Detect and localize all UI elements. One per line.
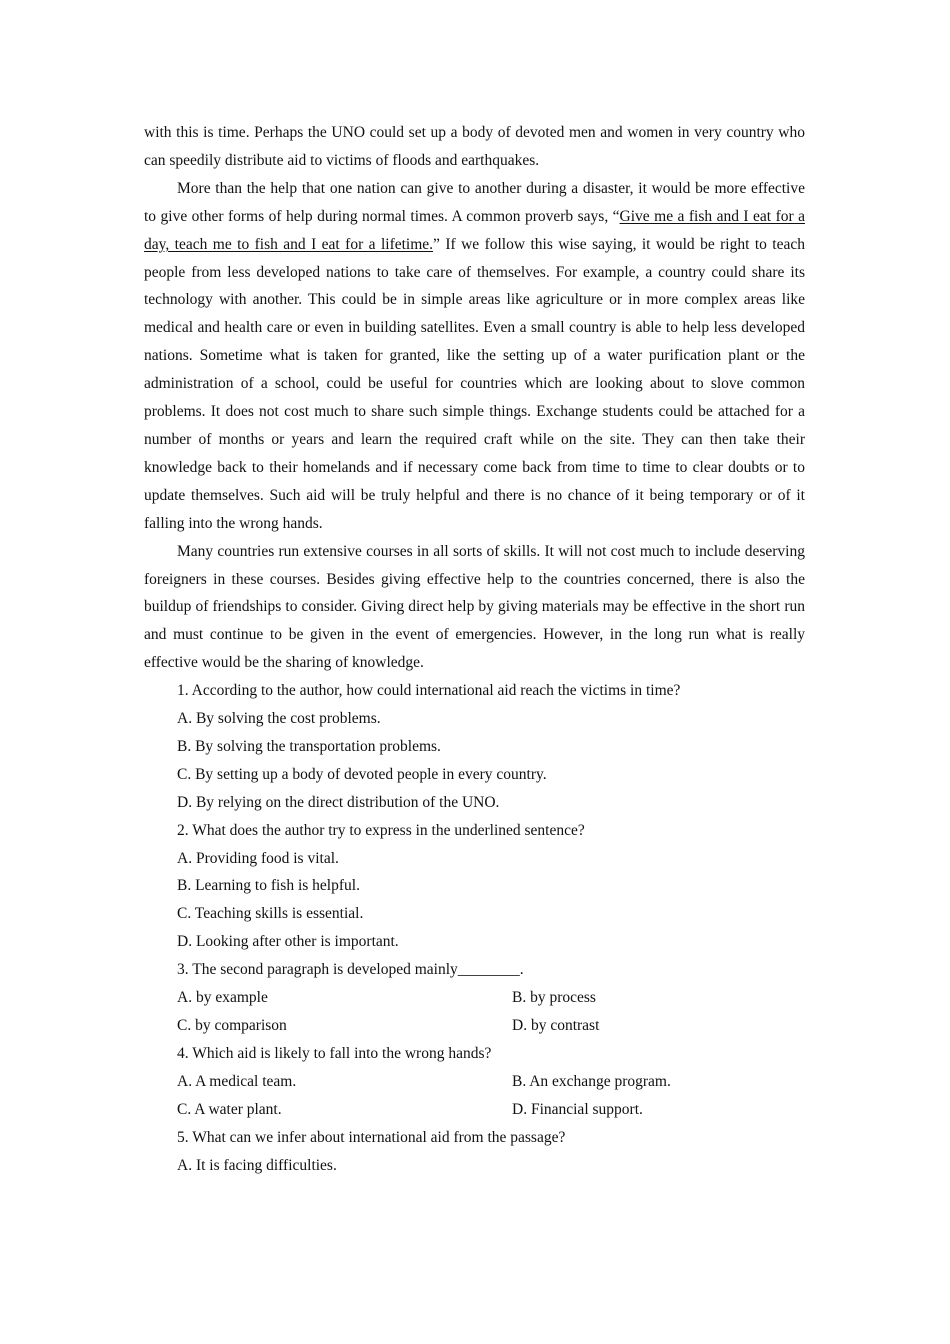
question-2 (144, 817, 805, 957)
option-b: B. By solving the transportation problems. (177, 737, 441, 755)
option-a: A. Providing food is vital. (177, 849, 339, 867)
document-body (144, 119, 805, 1179)
question-stem: 4. Which aid is likely to fall into the wrong hands? (177, 1044, 492, 1062)
option-d: D. by contrast (512, 1017, 600, 1034)
paragraph-2-intro: More than the help that one nation can give to another during a disaster, it would be more effective to give other forms of help during normal times. A common proverb says, “ (144, 179, 805, 225)
options-row-1 (144, 984, 805, 1012)
option-d: D. Financial support. (512, 1100, 643, 1118)
option-d: D. Looking after other is important. (177, 933, 399, 951)
question-1 (144, 677, 805, 817)
question-stem: 2. What does the author try to express in the underlined sentence? (177, 821, 585, 839)
option-a: A. A medical team. (177, 1072, 297, 1090)
option-d: D. By relying on the direct distribution of the UNO. (177, 793, 500, 811)
option-c: C. by comparison (177, 1017, 287, 1034)
question-stem: 5. What can we infer about international aid from the passage? (177, 1128, 566, 1146)
option-b: B. An exchange program. (512, 1072, 671, 1090)
question-4 (144, 1040, 805, 1124)
option-a: A. by example (177, 989, 268, 1007)
options-row-2 (144, 1012, 805, 1040)
question-5 (144, 1124, 805, 1180)
paragraph-3: Many countries run extensive courses in all sorts of skills. It will not cost much to include deserving foreigners in these courses. Besides giving effective help to the countries concerned, there is also the buildup of friendships to consider. Giving direct help by giving materials may be effective in the short run and must continue to be given in the event of emergencies. However, in the long run what is really effective would be the sharing of knowledge. (144, 542, 805, 672)
paragraph-2-rest: ” If we follow this wise saying, it would be right to teach people from less developed nations to take care of themselves. For example, a country could share its technology with another. This could be in simple areas like agriculture or in more complex areas like medical and health care or even in building satellites. Even a small country is able to help less developed nations. Sometime what is taken for granted, like the setting up of a water purification plant or the administration of a school, could be useful for countries which are looking about to slove common problems. It does not cost much to share such simple things. Exchange students could be attached for a number of months or years and learn the required craft while on the site. They can then take their knowledge back to their homelands and if necessary come back from time to time to clear doubts or to update themselves. Such aid will be truly helpful and there is no chance of it being temporary or of it falling into the wrong hands. (144, 235, 805, 532)
paragraph-2 (144, 175, 805, 538)
paragraph-1: with this is time. Perhaps the UNO could set up a body of devoted men and women in very country who can speedily distribute aid to victims of floods and earthquakes. (144, 124, 805, 169)
option-b: B. by process (512, 989, 596, 1007)
option-c: C. By setting up a body of devoted people in every country. (177, 765, 547, 783)
question-stem: 1. According to the author, how could international aid reach the victims in time? (177, 682, 681, 700)
option-a: A. It is facing difficulties. (177, 1156, 337, 1174)
option-c: C. A water plant. (177, 1100, 282, 1118)
options-row-1 (144, 1068, 805, 1096)
option-c: C. Teaching skills is essential. (177, 905, 364, 923)
option-a: A. By solving the cost problems. (177, 710, 381, 728)
options-row-2 (144, 1096, 805, 1124)
option-b: B. Learning to fish is helpful. (177, 877, 360, 895)
underlined-proverb: Give me a fish and I eat for a day, teach me to fish and I eat for a lifetime. (144, 207, 805, 253)
question-3 (144, 956, 805, 1040)
question-stem: 3. The second paragraph is developed mainly________. (177, 961, 524, 979)
